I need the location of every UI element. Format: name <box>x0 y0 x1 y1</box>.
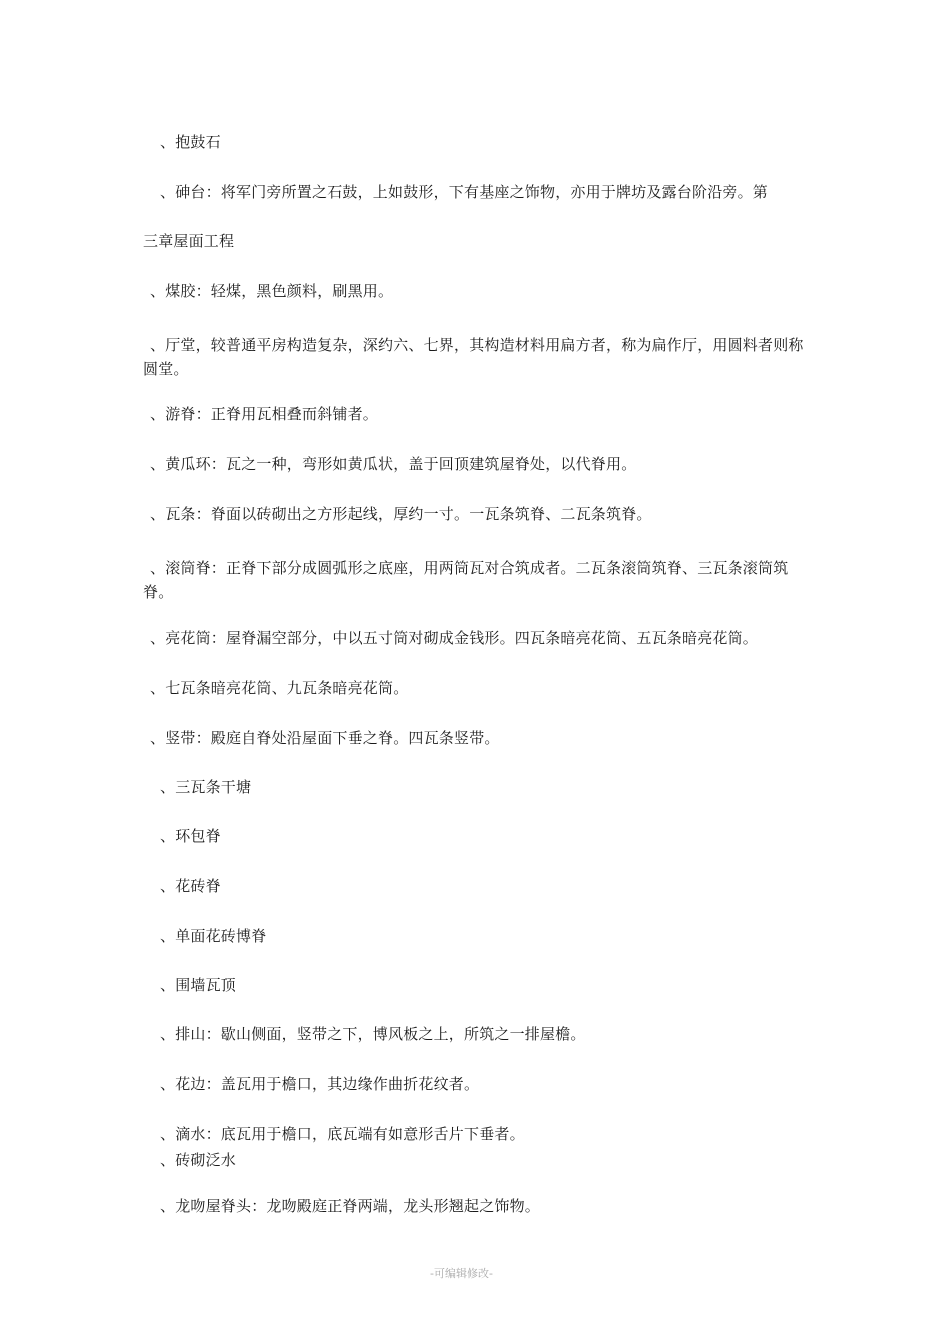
entry-shentai: 、砷台：将军门旁所置之石鼓，上如鼓形，下有基座之饰物，亦用于牌坊及露台阶沿旁。第 <box>160 183 769 201</box>
entry-sanwatiao-gantang: 、三瓦条干塘 <box>160 778 252 796</box>
entry-qiwatiao: 、七瓦条暗亮花筒、九瓦条暗亮花筒。 <box>150 679 409 697</box>
entry-zhuanqi-fanshui: 、砖砌泛水 <box>160 1151 237 1169</box>
entry-huanbaoji: 、环包脊 <box>160 827 221 845</box>
entry-danmian-huazhuan-boji: 、单面花砖博脊 <box>160 927 267 945</box>
chapter-heading: 三章屋面工程 <box>143 232 235 250</box>
entry-weiqiang-wading: 、围墙瓦顶 <box>160 976 237 994</box>
entry-guntongji: 、滚筒脊：正脊下部分成圆弧形之底座，用两筒瓦对合筑成者。二瓦条滚筒筑脊、三瓦条滚筒筑脊。 <box>143 559 789 601</box>
entry-watiao: 、瓦条：脊面以砖砌出之方形起线，厚约一寸。一瓦条筑脊、二瓦条筑脊。 <box>150 505 652 523</box>
entry-tingtang: 、厅堂，较普通平房构造复杂，深约六、七界，其构造材料用扁方者，称为扁作厅，用圆料者则称圆堂。 <box>143 336 804 378</box>
entry-longwen-wujitou: 、龙吻屋脊头：龙吻殿庭正脊两端，龙头形翘起之饰物。 <box>160 1197 541 1215</box>
entry-lianghuatong: 、亮花筒：屋脊漏空部分，中以五寸筒对砌成金钱形。四瓦条暗亮花筒、五瓦条暗亮花筒。 <box>150 629 759 647</box>
entry-youji: 、游脊：正脊用瓦相叠而斜铺者。 <box>150 405 379 423</box>
entry-huangguahuan: 、黄瓜环：瓦之一种，弯形如黄瓜状，盖于回顶建筑屋脊处，以代脊用。 <box>150 455 637 473</box>
entry-baoguoshi: 、抱鼓石 <box>160 133 221 151</box>
entry-huazhuanji: 、花砖脊 <box>160 877 221 895</box>
entry-paishan: 、排山：歇山侧面，竖带之下，博风板之上，所筑之一排屋檐。 <box>160 1025 586 1043</box>
page-footer: -可编辑修改- <box>430 1267 493 1280</box>
entry-huabian: 、花边：盖瓦用于檐口，其边缘作曲折花纹者。 <box>160 1075 480 1093</box>
entry-dishui: 、滴水：底瓦用于檐口，底瓦端有如意形舌片下垂者。 <box>160 1125 525 1143</box>
entry-shudai: 、竖带：殿庭自脊处沿屋面下垂之脊。四瓦条竖带。 <box>150 729 500 747</box>
entry-meijiao: 、煤胶：轻煤，黑色颜料，刷黑用。 <box>150 282 394 300</box>
